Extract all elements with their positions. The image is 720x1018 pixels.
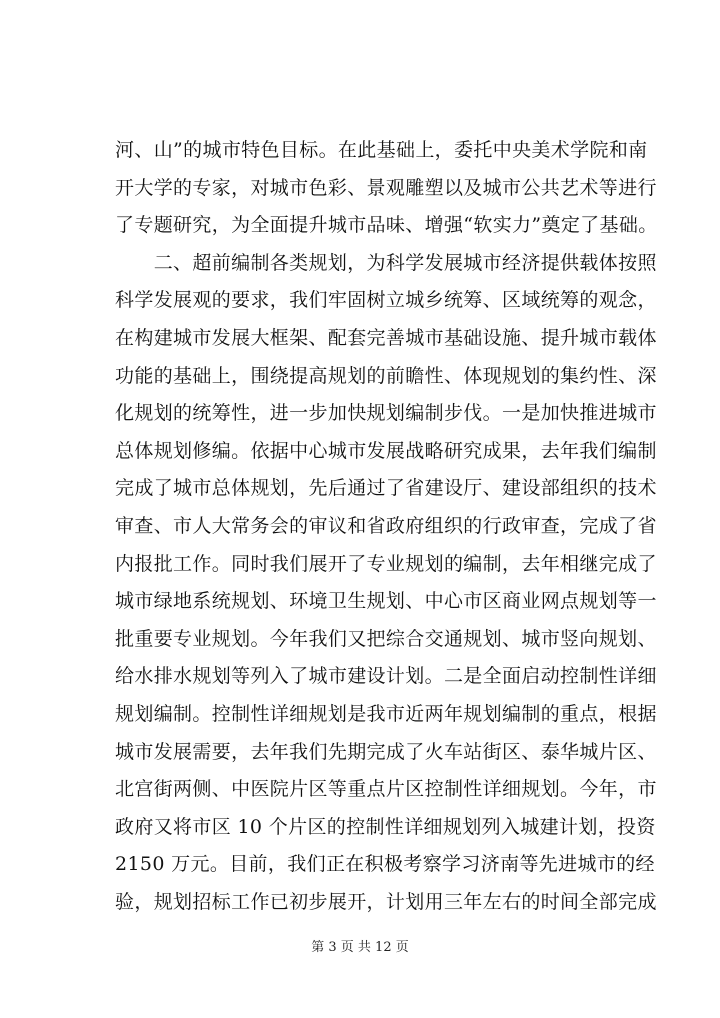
text-line: 城市绿地系统规划、环境卫生规划、中心市区商业网点规划等一 [115,590,657,613]
text-line: 规划编制。控制性详细规划是我市近两年规划编制的重点，根据 [115,702,657,725]
text-line: 给水排水规划等列入了城市建设计划。二是全面启动控制性详细 [115,665,657,688]
text-line: 功能的基础上，围绕提高规划的前瞻性、体现规划的集约性、深 [115,364,657,387]
text-line: 北宫街两侧、中医院片区等重点片区控制性详细规划。今年，市 [115,778,657,801]
text-line: 城市发展需要，去年我们先期完成了火车站街区、泰华城片区、 [115,740,657,763]
text-line: 了专题研究，为全面提升城市品味、增强“软实力”奠定了基础。 [115,214,658,237]
text-line: 总体规划修编。依据中心城市发展战略研究成果，去年我们编制 [115,439,657,462]
text-line: 开大学的专家，对城市色彩、景观雕塑以及城市公共艺术等进行 [115,176,657,199]
page-number-footer: 第 3 页 共 12 页 [311,940,409,955]
text-line: 2150 万元。目前，我们正在积极考察学习济南等先进城市的经 [115,853,655,876]
text-line: 在构建城市发展大框架、配套完善城市基础设施、提升城市载体 [115,326,657,349]
text-line: 政府又将市区 10 个片区的控制性详细规划列入城建计划，投资 [115,815,656,838]
text-line: 河、山”的城市特色目标。在此基础上，委托中央美术学院和南 [115,139,648,161]
text-line: 二、超前编制各类规划，为科学发展城市经济提供载体按照 [115,251,657,274]
text-line: 化规划的统筹性，进一步加快规划编制步伐。一是加快推进城市 [115,402,657,425]
text-line: 内报批工作。同时我们展开了专业规划的编制，去年相继完成了 [115,552,657,575]
text-line: 完成了城市总体规划，先后通过了省建设厅、建设部组织的技术 [115,477,657,500]
text-line: 科学发展观的要求，我们牢固树立城乡统筹、区域统筹的观念， [115,289,657,312]
text-line: 批重要专业规划。今年我们又把综合交通规划、城市竖向规划、 [115,627,657,650]
document-body [115,132,658,921]
text-line: 验，规划招标工作已初步展开，计划用三年左右的时间全部完成 [115,890,657,913]
text-line: 审查、市人大常务会的审议和省政府组织的行政审查，完成了省 [115,514,657,537]
